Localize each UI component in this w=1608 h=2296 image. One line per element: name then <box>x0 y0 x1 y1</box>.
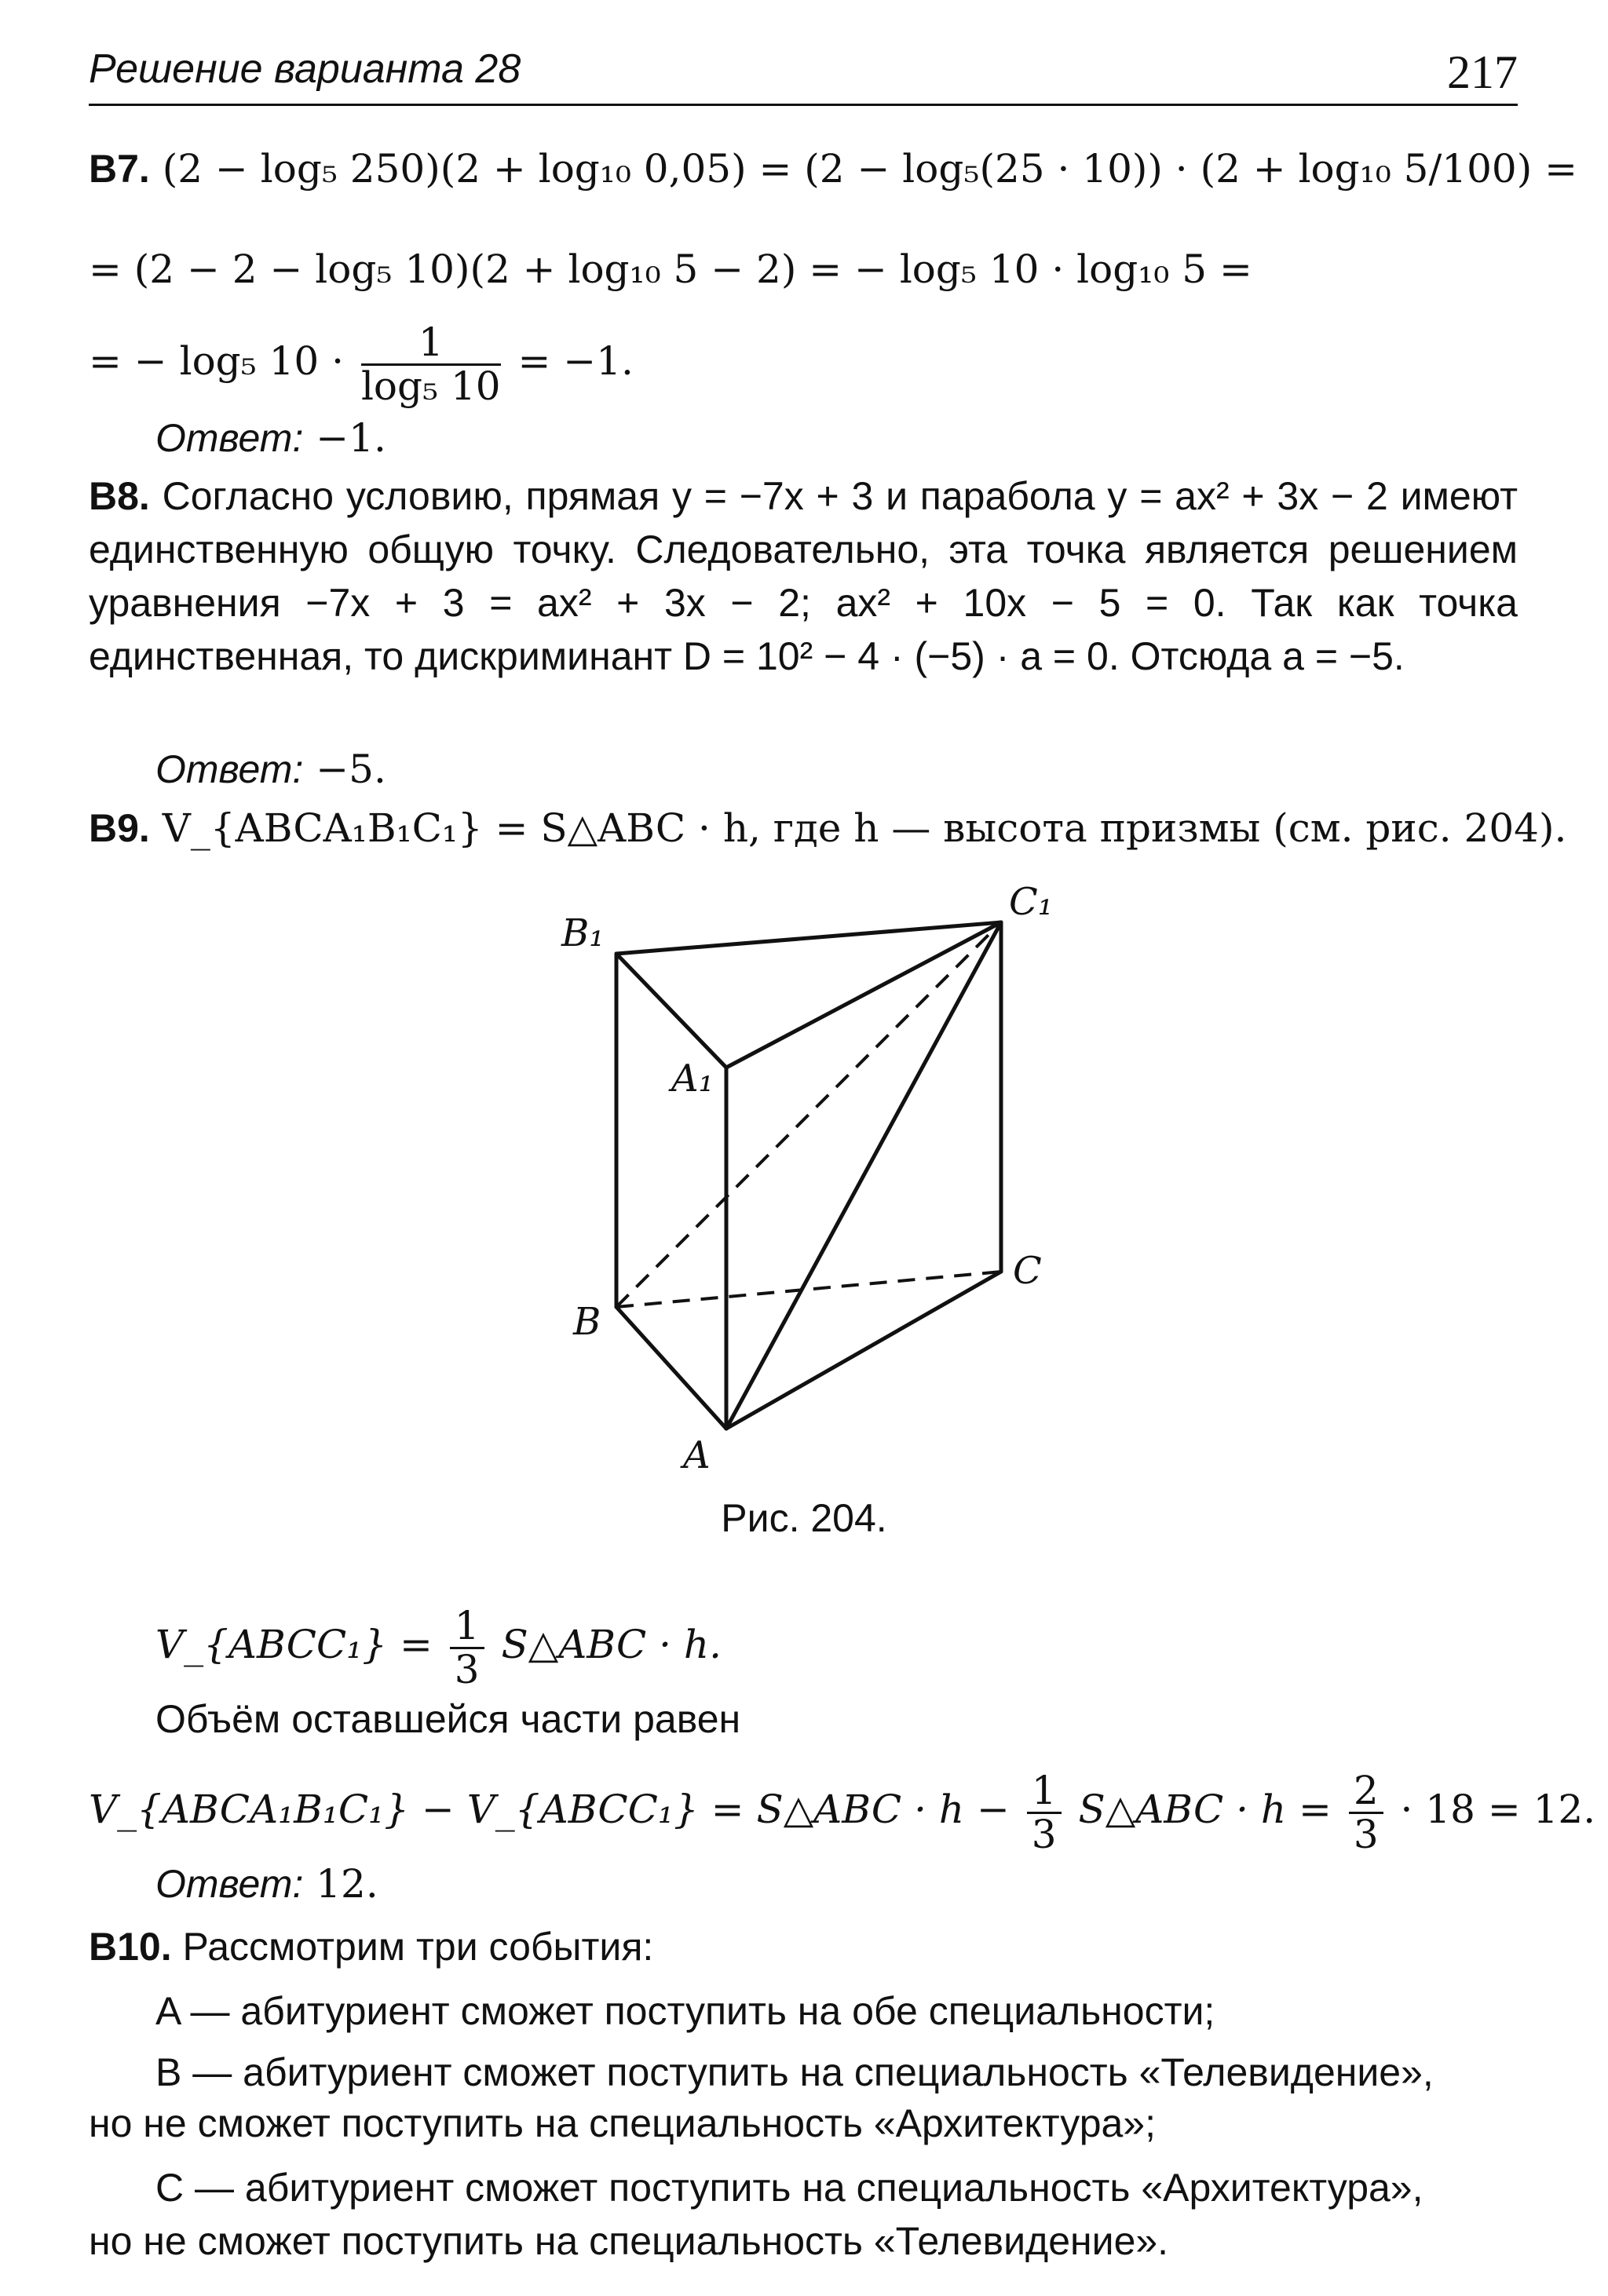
edge-b1-a1 <box>616 954 726 1068</box>
b9-remaining-text: Объём оставшейся части равен <box>155 1697 741 1741</box>
running-header <box>89 46 1518 106</box>
b7-expression-1: (2 − log₅ 250)(2 + log₁₀ 0,05) = (2 − log₅(25 · 10)) · (2 + log₁₀ 5/100) = <box>162 146 1578 192</box>
b9-vabcc1-fraction <box>450 1605 484 1690</box>
b8-paragraph <box>89 469 1518 683</box>
b9-vabcc1-denominator: 3 <box>454 1646 480 1692</box>
b7-fraction-numerator: 1 <box>361 322 501 366</box>
edge-b1-c1 <box>616 922 1001 954</box>
b9-vabcc1-left: V_{ABCC₁} = <box>155 1622 433 1667</box>
diagonal-a-c1 <box>726 922 1001 1429</box>
b10-event-a: A — абитуриент сможет поступить на обе специальности; <box>155 1989 1215 2033</box>
b8-text: Согласно условию, прямая y = −7x + 3 и парабола y = ax² + 3x − 2 имеют единственную общую точку. Следовательно, эта точка является решением уравнения −7x + 3 = ax² + 3x − 2; ax² + 10x − 5 = 0. Так как точка единственная, то дискриминант D = 10² − 4 · (−5) · a = 0. Отсюда a = −5. <box>89 474 1518 678</box>
b9-answer <box>155 1861 378 1907</box>
b9-final-left: V_{ABCA₁B₁C₁} − V_{ABCC₁} = S△ABC · h − <box>89 1787 1010 1832</box>
b10-event-c-1: C — абитуриент сможет поступить на специальность «Архитектура», <box>155 2166 1423 2210</box>
b8-answer-value: −5. <box>316 746 386 792</box>
b7-line-2: = (2 − 2 − log₅ 10)(2 + log₁₀ 5 − 2) = − log₅ 10 · log₁₀ 5 = <box>89 246 1252 292</box>
b7-fraction <box>360 319 501 409</box>
b9-final-f2-numerator: 2 <box>1349 1770 1383 1814</box>
b10-event-c-2: но не сможет поступить на специальность «Телевидение». <box>89 2219 1169 2263</box>
b7-answer-label: Ответ: <box>155 416 304 460</box>
b9-final-fraction-1 <box>1027 1770 1062 1855</box>
b9-vabcc1-line <box>155 1605 722 1690</box>
b9-final-fraction-2 <box>1349 1770 1383 1855</box>
b9-vabcc1-numerator: 1 <box>450 1605 484 1649</box>
b8-label: B8. <box>89 474 150 518</box>
b9-vabcc1-right: S△ABC · h. <box>501 1622 722 1667</box>
header-title: Решение варианта 28 <box>89 46 521 92</box>
b7-line3-left: = − log₅ 10 · <box>89 338 345 384</box>
b9-answer-value: 12. <box>316 1861 378 1907</box>
b9-line-1 <box>89 805 1567 851</box>
b7-answer <box>155 415 386 461</box>
b10-event-b-1: B — абитуриент сможет поступить на специальность «Телевидение», <box>155 2050 1434 2094</box>
b9-answer-label: Ответ: <box>155 1862 304 1906</box>
label-a1: A₁ <box>671 1057 714 1101</box>
label-c: C <box>1013 1249 1042 1293</box>
b7-line-3 <box>89 319 634 409</box>
label-b: B <box>573 1300 601 1344</box>
b9-final-f2-denominator: 3 <box>1353 1811 1379 1857</box>
b9-final-f1-numerator: 1 <box>1027 1770 1062 1814</box>
b10-event-b-2: но не сможет поступить на специальность «Архитектура»; <box>89 2101 1157 2145</box>
figure-caption: Рис. 204. <box>721 1496 887 1540</box>
figure-204 <box>550 883 1084 1483</box>
prism-diagram <box>550 883 1084 1480</box>
b9-label: B9. <box>89 806 150 850</box>
label-a: A <box>683 1433 711 1477</box>
b10-intro-line <box>89 1925 654 1969</box>
page-number: 217 <box>1447 46 1518 98</box>
b7-fraction-denominator: log₅ 10 <box>360 363 501 409</box>
hidden-diagonal-b-c1 <box>616 922 1001 1307</box>
b7-line-1 <box>89 146 1578 192</box>
b7-answer-value: −1. <box>316 415 386 461</box>
b9-final-right: · 18 = 12. <box>1400 1787 1596 1832</box>
b9-final-f1-denominator: 3 <box>1031 1811 1057 1857</box>
b10-label: B10. <box>89 1925 172 1969</box>
b10-intro: Рассмотрим три события: <box>182 1925 654 1969</box>
label-c1: C₁ <box>1009 883 1053 924</box>
b9-final-mid: S△ABC · h = <box>1078 1787 1332 1832</box>
edge-b-a <box>616 1307 726 1429</box>
b9-formula: V_{ABCA₁B₁C₁} = S△ABC · h, где h — высота призмы (см. рис. 204). <box>162 805 1567 851</box>
label-b1: B₁ <box>561 911 605 955</box>
b7-line3-right: = −1. <box>517 338 634 384</box>
b9-final-line <box>89 1770 1595 1855</box>
b8-answer <box>155 746 386 792</box>
b8-answer-label: Ответ: <box>155 747 304 791</box>
b7-label: B7. <box>89 147 150 191</box>
